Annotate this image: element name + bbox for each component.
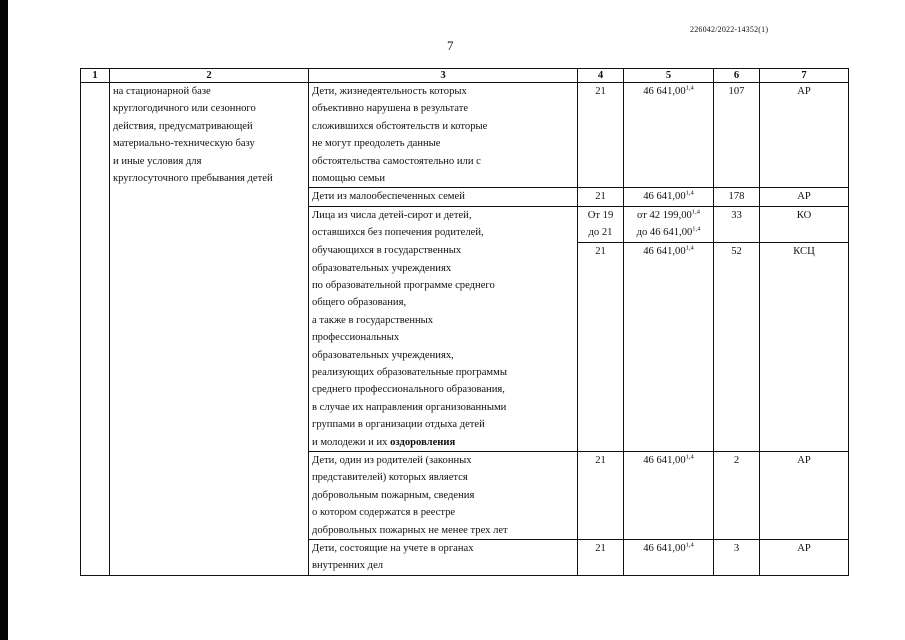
category-line: образовательных учреждениях <box>312 262 452 274</box>
footnote-ref: 1,4 <box>691 208 700 216</box>
amount-cell <box>624 188 714 206</box>
amount-value: 46 641,00 <box>643 543 686 555</box>
category-cell <box>309 206 578 242</box>
facility-type-cell <box>110 83 309 576</box>
amount-value: 46 641,00 <box>643 455 686 467</box>
age-line: От 19 <box>587 209 614 221</box>
category-line: а также в государственных <box>312 314 434 326</box>
category-line: Дети, один из родителей (законных <box>312 455 472 467</box>
facility-line: круглосуточного пребывания детей <box>113 173 273 185</box>
category-line: по образовательной программе среднего <box>312 279 495 291</box>
facility-line: круглогодичного или сезонного <box>113 103 256 115</box>
age-cell: 21 <box>578 188 624 206</box>
category-line: Дети, состоящие на учете в органах <box>312 543 474 555</box>
amount-value: 46 641,00 <box>643 191 686 203</box>
category-line: оставшихся без попечения родителей, <box>312 227 484 239</box>
count-cell: 52 <box>714 242 760 451</box>
amount-cell <box>624 83 714 188</box>
age-cell <box>578 206 624 242</box>
header-cell: 2 <box>110 69 309 83</box>
amount-value: 46 641,00 <box>643 245 686 257</box>
age-line: до 21 <box>588 227 613 239</box>
facility-line: и иные условия для <box>113 155 202 167</box>
code-cell: АР <box>760 188 849 206</box>
count-cell: 33 <box>714 206 760 242</box>
header-cell: 6 <box>714 69 760 83</box>
scan-edge <box>0 0 8 640</box>
code-cell: АР <box>760 83 849 188</box>
code-cell: КО <box>760 206 849 242</box>
facility-line: на стационарной базе <box>113 86 211 97</box>
header-cell: 7 <box>760 69 849 83</box>
footnote-ref: 1,4 <box>685 244 694 252</box>
amount-value: от 42 199,00 <box>637 209 692 221</box>
header-cell: 3 <box>309 69 578 83</box>
category-line: внутренних дел <box>312 560 384 572</box>
amount-line <box>627 224 710 241</box>
category-line: добровольным пожарным, сведения <box>312 489 475 501</box>
category-line: образовательных учреждениях, <box>312 349 454 361</box>
footnote-ref: 1,4 <box>685 84 694 92</box>
category-line: обстоятельства самостоятельно или с <box>312 155 481 167</box>
category-line <box>312 434 574 451</box>
benefits-table <box>80 68 849 576</box>
category-line: Лица из числа детей-сирот и детей, <box>312 209 472 221</box>
category-line: сложившихся обстоятельств и которые <box>312 120 488 132</box>
amount-cell <box>624 206 714 242</box>
category-cell <box>309 83 578 188</box>
footnote-ref: 1,4 <box>685 453 694 461</box>
category-line: в случае их направления организованными <box>312 401 507 413</box>
age-cell: 21 <box>578 452 624 540</box>
count-cell: 107 <box>714 83 760 188</box>
header-cell: 4 <box>578 69 624 83</box>
amount-value: 46 641,00 <box>643 86 686 97</box>
category-line-prefix: и молодежи и их <box>312 436 391 448</box>
amount-value: до 46 641,00 <box>636 227 693 239</box>
category-line: не могут преодолеть данные <box>312 138 441 150</box>
category-cell <box>309 188 578 206</box>
category-line: Дети, жизнедеятельность которых <box>312 86 467 97</box>
category-line: о котором содержатся в реестре <box>312 507 456 519</box>
document-id: 226042/2022-14352(1) <box>690 25 769 34</box>
col1-cell <box>81 83 110 576</box>
category-line: общего образования, <box>312 297 407 309</box>
amount-line <box>627 207 710 224</box>
table-row <box>81 83 849 188</box>
amount-cell <box>624 452 714 540</box>
footnote-ref: 1,4 <box>685 189 694 197</box>
category-line: помощью семьи <box>312 173 386 185</box>
category-line: добровольных пожарных не менее трех лет <box>312 524 508 536</box>
header-cell: 1 <box>81 69 110 83</box>
category-line: среднего профессионального образования, <box>312 384 505 396</box>
category-line: объективно нарушена в результате <box>312 103 469 115</box>
age-cell: 21 <box>578 540 624 576</box>
category-cell <box>309 540 578 576</box>
footnote-ref: 1,4 <box>692 225 701 233</box>
amount-cell <box>624 540 714 576</box>
table-header <box>81 69 849 83</box>
bold-word: оздоровления <box>390 436 456 448</box>
category-line: обучающихся в государственных <box>312 245 462 257</box>
age-cell: 21 <box>578 83 624 188</box>
facility-line: действия, предусматривающей <box>113 120 253 132</box>
category-cell <box>309 242 578 451</box>
footnote-ref: 1,4 <box>685 541 694 549</box>
header-cell: 5 <box>624 69 714 83</box>
category-line: Дети из малообеспеченных семей <box>312 191 465 203</box>
facility-line: материально-техническую базу <box>113 138 255 150</box>
amount-cell <box>624 242 714 451</box>
code-cell: АР <box>760 452 849 540</box>
age-cell: 21 <box>578 242 624 451</box>
code-cell: КСЦ <box>760 242 849 451</box>
category-line: реализующих образовательные программы <box>312 367 507 378</box>
category-line: профессиональных <box>312 332 400 344</box>
count-cell: 2 <box>714 452 760 540</box>
category-line: представителей) которых является <box>312 472 468 484</box>
count-cell: 178 <box>714 188 760 206</box>
page-number: 7 <box>447 38 454 53</box>
code-cell: АР <box>760 540 849 576</box>
category-cell <box>309 452 578 540</box>
count-cell: 3 <box>714 540 760 576</box>
category-line: группами в организации отдыха детей <box>312 419 485 431</box>
